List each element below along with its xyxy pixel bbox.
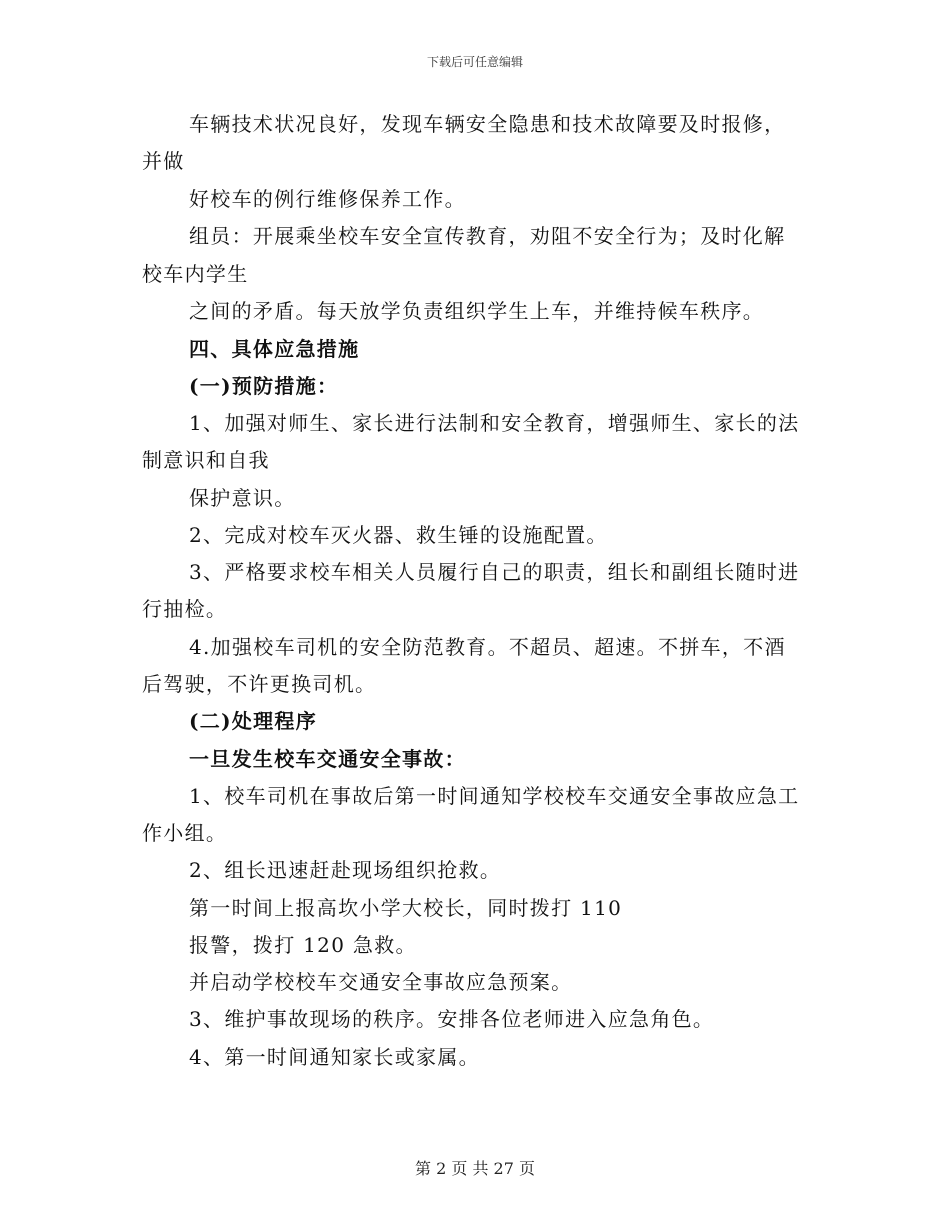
body-line: 作小组。 [142, 821, 228, 845]
body-line: 2、完成对校车灭火器、救生锤的设施配置。 [189, 523, 608, 547]
body-line: 并启动学校校车交通安全事故应急预案。 [189, 970, 573, 994]
body-line: 行抽检。 [142, 597, 228, 621]
body-line: 车辆技术状况良好，发现车辆安全隐患和技术故障要及时报修， [189, 112, 786, 136]
body-line: 之间的矛盾。每天放学负责组织学生上车，并维持候车秩序。 [189, 299, 765, 323]
body-line: 3、严格要求校车相关人员履行自己的职责，组长和副组长随时进 [189, 560, 800, 584]
body-line: 4、第一时间通知家长或家属。 [189, 1045, 480, 1069]
body-line: 报警，拨打 120 急救。 [189, 933, 417, 957]
subsection-heading: 一旦发生校车交通安全事故： [189, 747, 466, 771]
subsection-heading: (一)预防措施： [189, 374, 339, 398]
body-line: 第一时间上报高坎小学大校长，同时拨打 110 [189, 896, 623, 920]
body-line: 后驾驶，不许更换司机。 [142, 672, 377, 696]
body-line: 制意识和自我 [142, 448, 270, 472]
body-line: 并做 [142, 149, 185, 173]
body-line: 1、校车司机在事故后第一时间通知学校校车交通安全事故应急工 [189, 784, 800, 808]
body-line: 2、组长迅速赶赴现场组织抢救。 [189, 858, 502, 882]
body-line: 3、维护事故现场的秩序。安排各位老师进入应急角色。 [189, 1007, 715, 1031]
page-footer: 第 2 页 共 27 页 [415, 1159, 535, 1178]
subsection-heading: (二)处理程序 [189, 709, 318, 733]
body-line: 好校车的例行维修保养工作。 [189, 187, 466, 211]
body-line: 1、加强对师生、家长进行法制和安全教育，增强师生、家长的法 [189, 411, 800, 435]
page-header: 下载后可任意编辑 [426, 55, 523, 69]
body-line: 4.加强校车司机的安全防范教育。不超员、超速。不拼车，不酒 [189, 635, 786, 659]
body-line: 校车内学生 [142, 262, 249, 286]
body-line: 组员：开展乘坐校车安全宣传教育，劝阻不安全行为；及时化解 [189, 224, 786, 248]
body-line: 保护意识。 [189, 486, 296, 510]
section-heading: 四、具体应急措施 [189, 337, 360, 361]
